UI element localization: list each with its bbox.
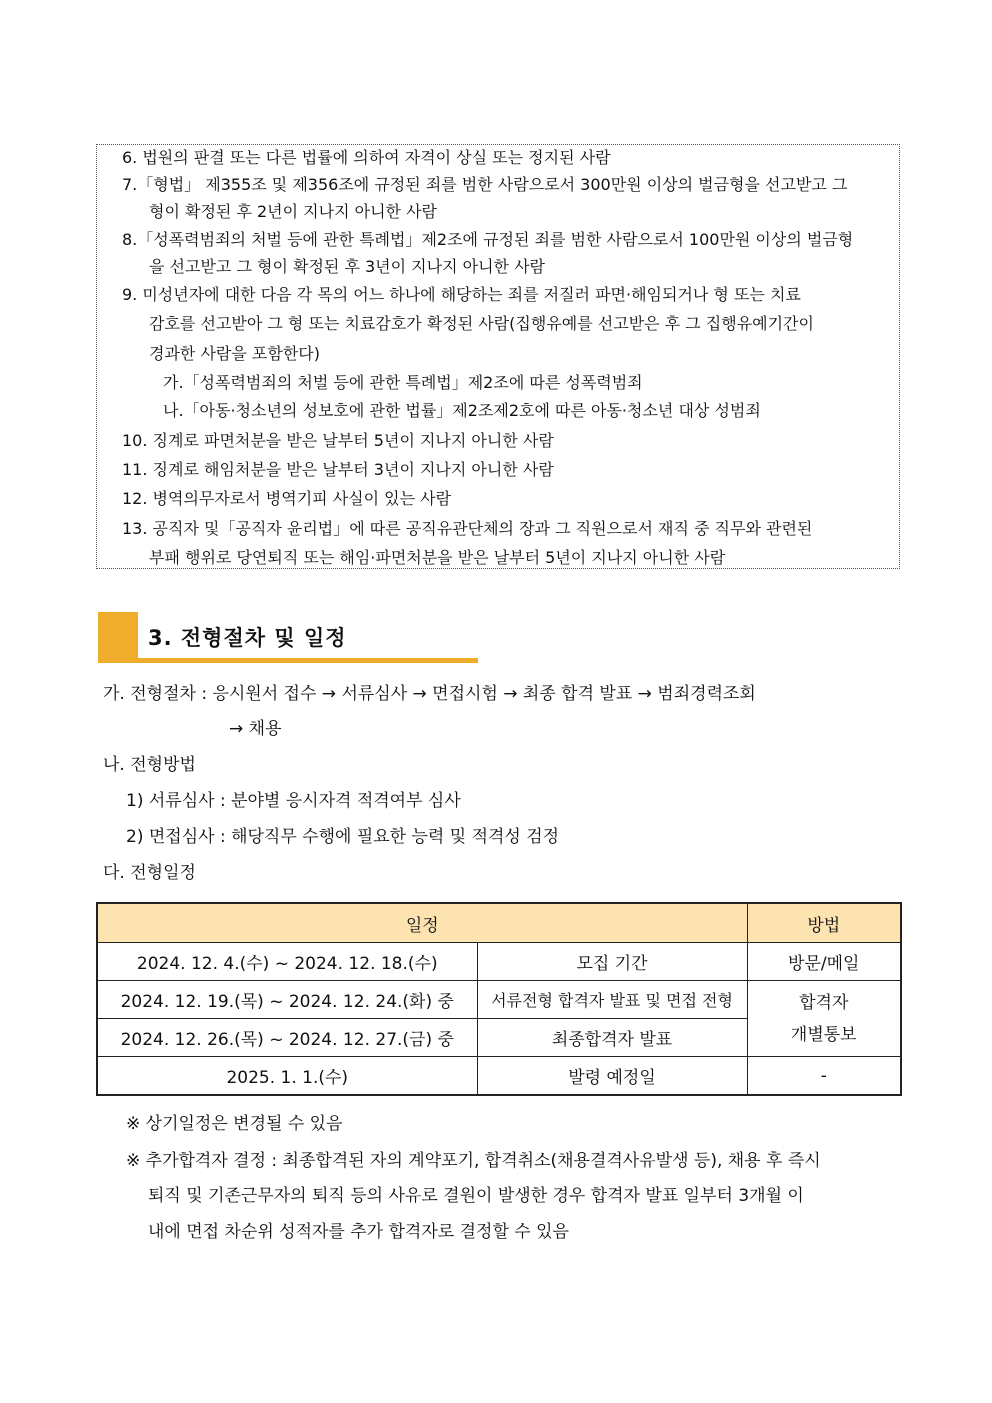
row4-event: 발령 예정일 [477, 1057, 747, 1096]
item-9-line1: 9. 미성년자에 대한 다음 각 목의 어느 하나에 해당하는 죄를 저질러 파면·해임되거나 형 또는 치료 [122, 285, 801, 304]
item-7-line2: 형이 확정된 후 2년이 지나지 아니한 사람 [149, 202, 437, 221]
row4-date: 2025. 1. 1.(수) [97, 1057, 477, 1096]
note-2-line1: ※ 추가합격자 결정 : 최종합격된 자의 계약포기, 합격취소(채용결격사유발생 등), 채용 후 즉시 [126, 1151, 821, 1171]
procedure-ga-line1: 가. 전형절차 : 응시원서 접수 → 서류심사 → 면접시험 → 최종 합격 발표 → 범죄경력조회 [103, 684, 756, 704]
item-12: 12. 병역의무자로서 병역기피 사실이 있는 사람 [122, 489, 452, 508]
procedure-na: 나. 전형방법 [103, 755, 196, 775]
section-title: 3. 전형절차 및 일정 [148, 626, 347, 650]
item-7-line1: 7.「형법」 제355조 및 제356조에 규정된 죄를 범한 사람으로서 300만원 이상의 벌금형을 선고받고 그 [122, 175, 848, 194]
header-method: 방법 [747, 903, 901, 943]
item-9-sub-na: 나.「아동·청소년의 성보호에 관한 법률」제2조제2호에 따른 아동·청소년 대상 성범죄 [163, 401, 761, 420]
item-6: 6. 법원의 판결 또는 다른 법률에 의하여 자격이 상실 또는 정지된 사람 [122, 148, 611, 167]
table-header-row [97, 903, 901, 943]
row3-event: 최종합격자 발표 [477, 1019, 747, 1057]
section-underline [98, 658, 478, 663]
schedule-table [96, 902, 902, 1096]
row4-method: - [747, 1057, 901, 1096]
method-line2: 개별통보 [790, 1024, 857, 1045]
row1-method: 방문/메일 [747, 943, 901, 981]
row2-date: 2024. 12. 19.(목) ~ 2024. 12. 24.(화) 중 [97, 981, 477, 1019]
item-11: 11. 징계로 해임처분을 받은 날부터 3년이 지나지 아니한 사람 [122, 460, 554, 479]
header-schedule: 일정 [97, 903, 747, 943]
item-9-line3: 경과한 사람을 포함한다) [149, 344, 320, 363]
item-8-line1: 8.「성폭력범죄의 처벌 등에 관한 특례법」제2조에 규정된 죄를 범한 사람으로서 100만원 이상의 벌금형 [122, 230, 854, 249]
procedure-ga-line2: → 채용 [229, 719, 282, 739]
item-9-line2: 감호를 선고받아 그 형 또는 치료감호가 확정된 사람(집행유예를 선고받은 후 그 집행유예기간이 [149, 314, 814, 333]
note-1: ※ 상기일정은 변경될 수 있음 [126, 1114, 343, 1134]
procedure-da: 다. 전형일정 [103, 863, 196, 883]
row2-3-method [747, 981, 901, 1057]
table-row [97, 943, 901, 981]
disqualification-box [96, 144, 900, 569]
section-header [98, 612, 478, 664]
row1-event: 모집 기간 [477, 943, 747, 981]
item-13-line1: 13. 공직자 및「공직자 윤리법」에 따른 공직유관단체의 장과 그 직원으로서 재직 중 직무와 관련된 [122, 519, 813, 538]
item-13-line2: 부패 행위로 당연퇴직 또는 해임·파면처분을 받은 날부터 5년이 지나지 아니한 사람 [149, 548, 726, 567]
item-10: 10. 징계로 파면처분을 받은 날부터 5년이 지나지 아니한 사람 [122, 431, 554, 450]
note-2-line2: 퇴직 및 기존근무자의 퇴직 등의 사유로 결원이 발생한 경우 합격자 발표 일부터 3개월 이 [148, 1186, 804, 1206]
table-row [97, 1057, 901, 1096]
method-line1: 합격자 [799, 992, 849, 1013]
row3-date: 2024. 12. 26.(목) ~ 2024. 12. 27.(금) 중 [97, 1019, 477, 1057]
item-9-sub-ga: 가.「성폭력범죄의 처벌 등에 관한 특례법」제2조에 따른 성폭력범죄 [163, 373, 643, 392]
row1-date: 2024. 12. 4.(수) ~ 2024. 12. 18.(수) [97, 943, 477, 981]
section-accent-bar [98, 612, 138, 658]
row2-event: 서류전형 합격자 발표 및 면접 전형 [477, 981, 747, 1019]
note-2-line3: 내에 면접 차순위 성적자를 추가 합격자로 결정할 수 있음 [148, 1222, 569, 1242]
item-8-line2: 을 선고받고 그 형이 확정된 후 3년이 지나지 아니한 사람 [149, 257, 545, 276]
procedure-na-1: 1) 서류심사 : 분야별 응시자격 적격여부 심사 [126, 791, 461, 811]
procedure-na-2: 2) 면접심사 : 해당직무 수행에 필요한 능력 및 적격성 검정 [126, 827, 560, 847]
table-row [97, 981, 901, 1019]
